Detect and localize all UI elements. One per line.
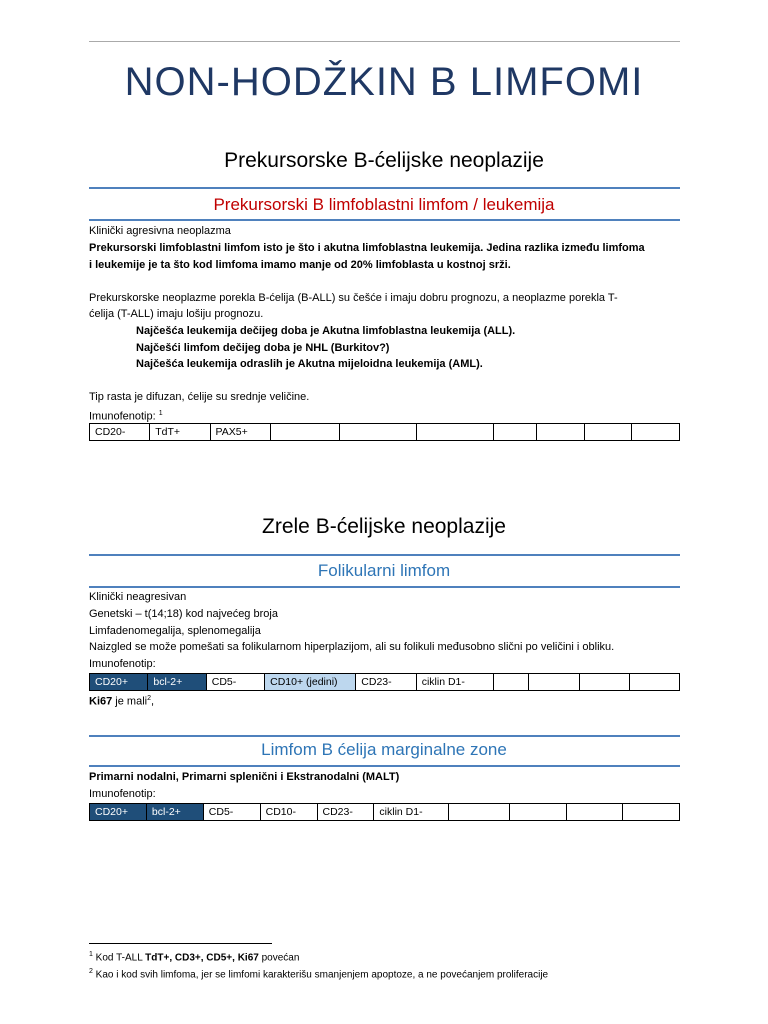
empty-cell [449,804,510,821]
section1-bottom-rule [89,219,680,221]
s1-line5: ćelija (T-ALL) imaju lošiju prognozu. [89,308,264,320]
empty-cell [537,424,585,441]
s1-immuno-table [89,423,680,441]
empty-cell [566,804,623,821]
section3-top-rule [89,735,680,737]
marker-cell: ciklin D1- [416,674,493,691]
empty-cell [509,804,566,821]
marker-cell: CD23- [356,674,416,691]
s1-bullet1: Najčešća leukemija dečijeg doba je Akutna limfoblastna leukemija (ALL). [136,325,516,337]
s2-line4: Naizgled se može pomešati sa folikularnom hiperplazijom, ali su folikuli međusobno slični po veličini i obliku. [89,641,615,653]
empty-cell [339,424,416,441]
page-title: NON-HODŽKIN B LIMFOMI [124,60,644,104]
marker-cell: bcl-2+ [146,804,203,821]
footnote-1: $^1$ Kod T-ALL TdT+, CD3+, CD5+, Ki67 povećan [89,951,300,964]
marker-cell: PAX5+ [210,424,270,441]
empty-cell [632,424,680,441]
empty-cell [416,424,493,441]
top-rule [89,41,680,42]
marker-cell: TdT+ [150,424,210,441]
s2-line3: Limfadenomegalija, splenomegalija [89,625,261,637]
empty-cell [493,674,529,691]
s1-line1: Klinički agresivna neoplazma [89,225,231,237]
section2-heading: Zrele B-ćelijske neoplazije [262,515,506,538]
marker-cell: CD5- [206,674,264,691]
section3-subheading: Limfom B ćelija marginalne zone [261,740,507,759]
empty-cell [584,424,632,441]
marker-cell: CD20+ [90,674,148,691]
section1-heading: Prekursorske B-ćelijske neoplazije [224,149,544,172]
section2-subheading: Folikularni limfom [317,561,451,580]
empty-cell [623,804,680,821]
s2-line1: Klinički neagresivan [89,591,187,603]
s3-immuno-label: Imunofenotip: [89,788,156,800]
marker-cell: CD10+ (jedini) [265,674,356,691]
s1-line4: Prekurskorske neoplazme porekla B-ćelija (B-ALL) su češće i imaju dobru prognozu, a neoplazme porekla T- [89,292,618,304]
section1-top-rule [89,187,680,189]
s3-immuno-table [89,803,680,821]
marker-cell: bcl-2+ [148,674,206,691]
s1-growth: Tip rasta je difuzan, ćelije su srednje veličine. [89,391,310,403]
marker-cell: CD23- [317,804,374,821]
empty-cell [493,424,536,441]
s3-line1: Primarni nodalni, Primarni splenični i Ekstranodalni (MALT) [89,771,400,783]
empty-cell [270,424,339,441]
s2-immuno-label: Imunofenotip: [89,658,156,670]
empty-cell [579,674,629,691]
marker-cell: ciklin D1- [374,804,449,821]
marker-cell: CD5- [203,804,260,821]
s1-line3: i leukemije je ta što kod limfoma imamo manje od 20% limfoblasta u kostnoj srži. [89,259,511,271]
section2-bottom-rule [89,586,680,588]
s1-immuno-label: Imunofenotip: $^1$ [89,410,163,423]
section3-bottom-rule [89,765,680,767]
s2-ki67-line: Ki67 je mali$^2$, [89,695,155,708]
marker-cell: CD20- [90,424,150,441]
s1-line2: Prekursorski limfoblastni limfom isto je što i akutna limfoblastna leukemija. Jedina razlika između limfoma [89,242,645,254]
s2-immuno-table [89,673,680,691]
s1-bullet2: Najčešći limfom dečijeg doba je NHL (Burkitov?) [136,342,390,354]
footnote-separator [89,943,272,944]
section1-subheading: Prekursorski B limfoblastni limfom / leukemija [213,195,555,214]
section2-top-rule [89,554,680,556]
marker-cell: CD10- [260,804,317,821]
footnote-2: $^2$ Kao i kod svih limfoma, jer se limfomi karakterišu smanjenjem apoptoze, a ne povećanjem proliferacije [89,968,549,981]
marker-cell: CD20+ [90,804,147,821]
s1-bullet3: Najčešća leukemija odraslih je Akutna mijeloidna leukemija (AML). [136,358,483,370]
s2-line2: Genetski – t(14;18) kod najvećeg broja [89,608,278,620]
empty-cell [629,674,679,691]
empty-cell [529,674,579,691]
